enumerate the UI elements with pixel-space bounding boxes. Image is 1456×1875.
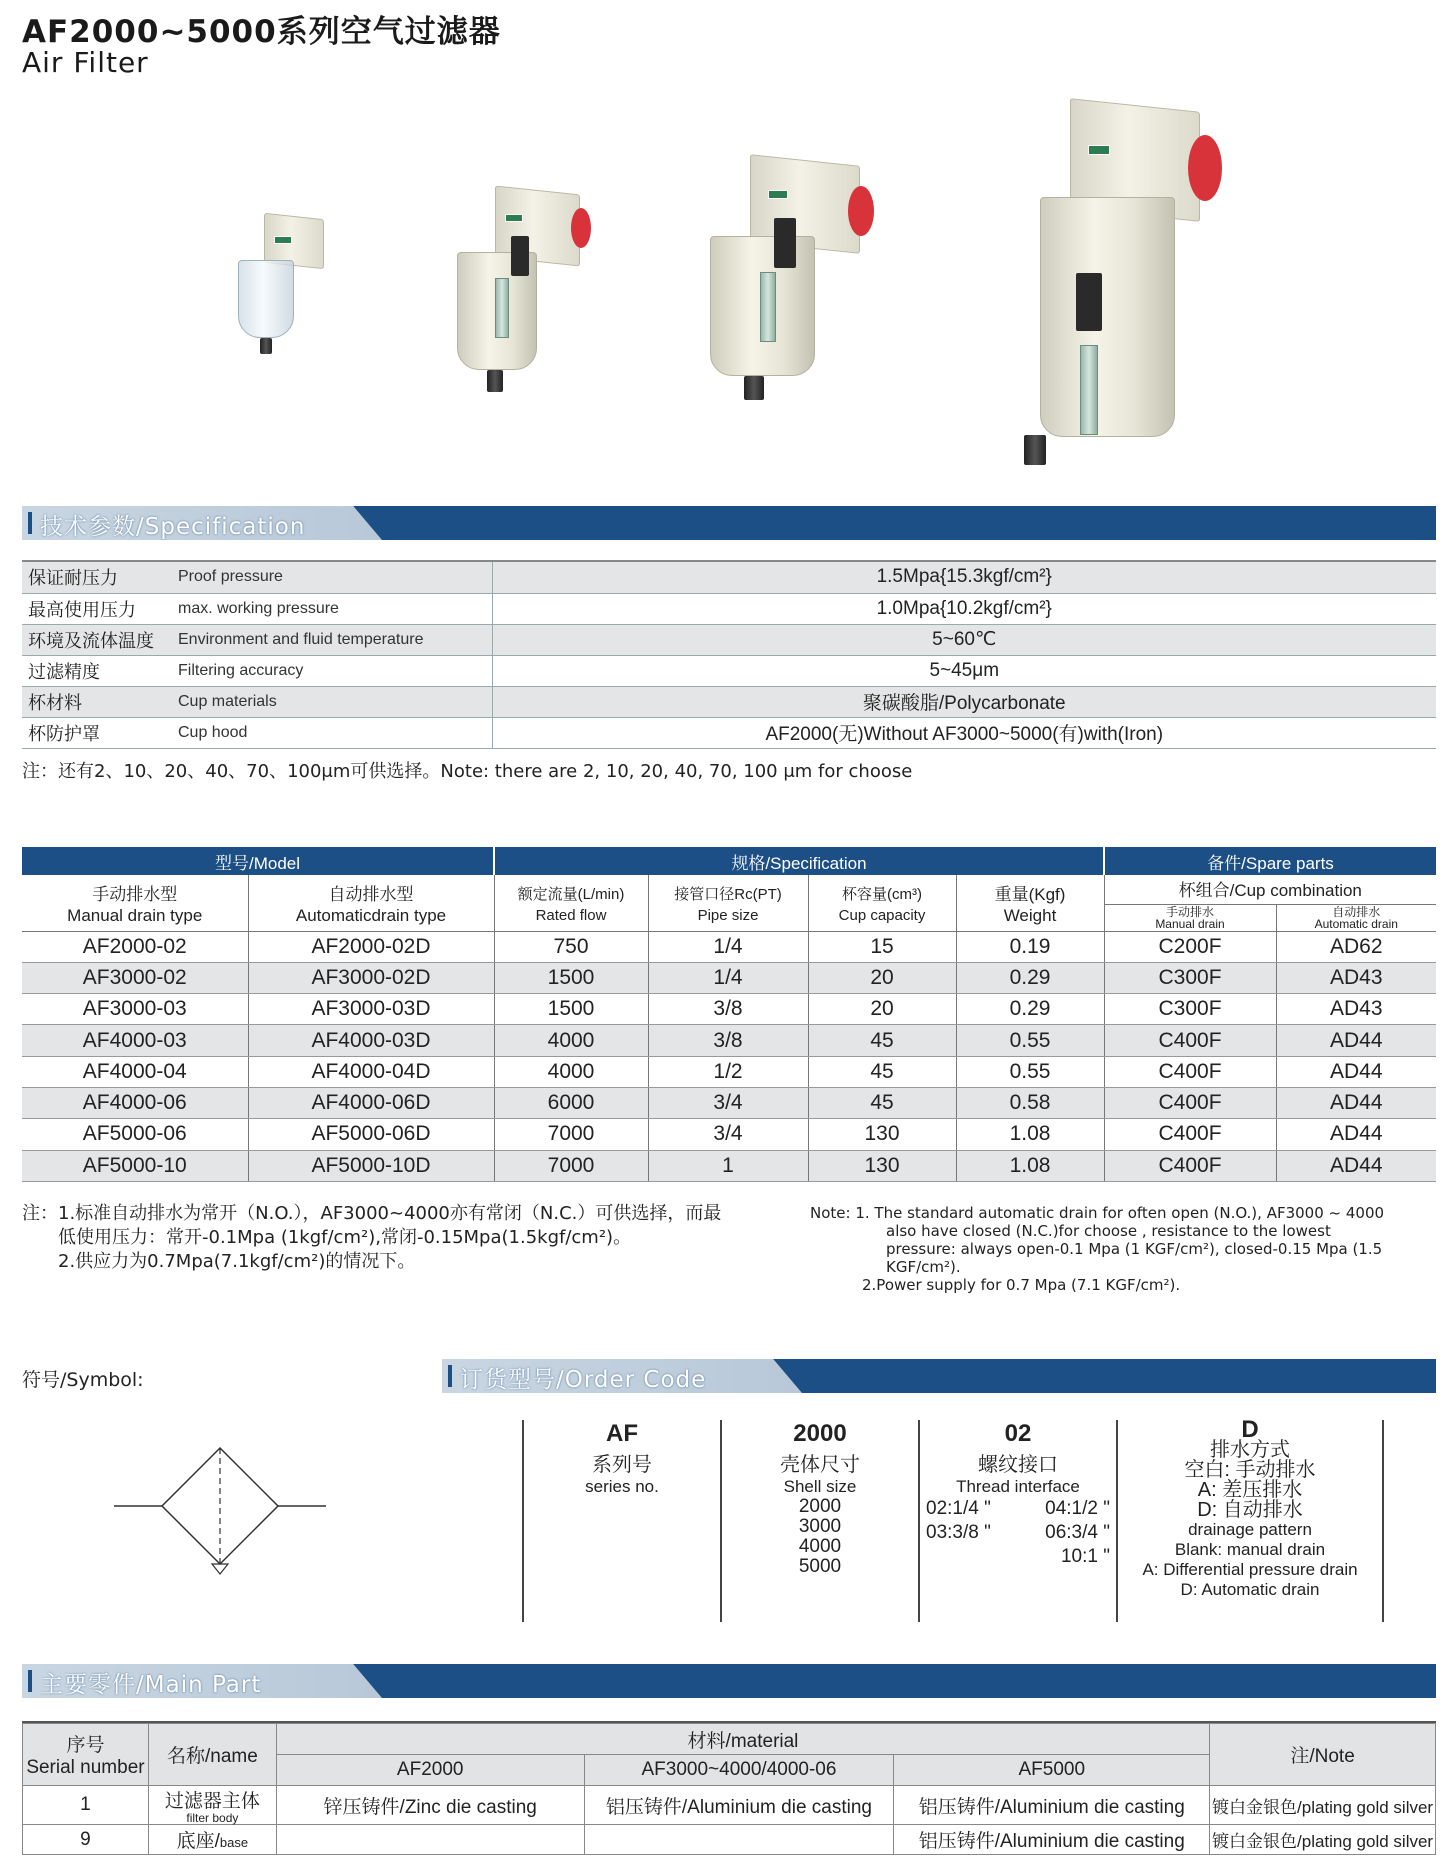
divider [522, 1420, 524, 1622]
group-header-spec: 规格/Specification [494, 847, 1104, 875]
table-cell: AF2000-02D [248, 931, 494, 962]
spec-label-en: Cup materials [172, 686, 492, 717]
col-label-zh: 接管口径Rc(PT) [674, 885, 782, 903]
table-cell: 0.58 [956, 1087, 1104, 1118]
order-code-size [730, 1420, 910, 1577]
cell-material: 铝压铸件/Aluminium die casting [894, 1786, 1210, 1825]
table-cell: AD43 [1276, 962, 1436, 993]
table-cell: 0.55 [956, 1025, 1104, 1056]
table-cell: AF3000-03 [22, 994, 248, 1025]
spec-value: 5~60℃ [492, 624, 1436, 655]
table-cell: 1 [648, 1150, 808, 1181]
table-cell: 130 [808, 1119, 956, 1150]
col-af2000: AF2000 [276, 1755, 584, 1786]
spec-value: 1.5Mpa{15.3kgf/cm²} [492, 562, 1436, 593]
col-name: 名称/name [148, 1724, 276, 1786]
table-row [22, 994, 1436, 1025]
spec-section-title: 技术参数/Specification [40, 514, 306, 540]
filter-symbol-icon [110, 1440, 340, 1580]
code-label-zh: 排水方式 [1210, 1439, 1290, 1461]
spec-label-en: Cup hood [172, 717, 492, 748]
main-part-table [22, 1723, 1436, 1855]
order-code-title: 订货型号/Order Code [460, 1367, 707, 1393]
code-option: D: 自动排水 [1197, 1499, 1303, 1521]
table-cell: C400F [1104, 1025, 1276, 1056]
table-cell: 750 [494, 931, 648, 962]
spec-label-en: max. working pressure [172, 593, 492, 624]
divider [22, 1721, 1436, 1723]
spec-value: 1.0Mpa{10.2kgf/cm²} [492, 593, 1436, 624]
col-label-zh: 自动排水型 [328, 884, 414, 904]
model-table [22, 847, 1436, 1182]
col-cup [808, 875, 956, 931]
code-option: 02:1/4 " [926, 1498, 991, 1519]
main-part-title: 主要零件/Main Part [40, 1672, 262, 1698]
col-label-zh: 杯容量(cm³) [842, 885, 922, 903]
divider [1116, 1420, 1118, 1622]
code-option: 空白: 手动排水 [1184, 1459, 1316, 1481]
product-af3000-image [455, 190, 595, 400]
table-cell: AF3000-02 [22, 962, 248, 993]
table-row [22, 1150, 1436, 1181]
cell-material [276, 1825, 584, 1855]
table-cell: 45 [808, 1087, 956, 1118]
product-af2000-image [230, 216, 330, 366]
table-cell: 20 [808, 994, 956, 1025]
table-cell: AF3000-03D [248, 994, 494, 1025]
col-label-en: Weight [1003, 905, 1057, 925]
col-label-zh: 序号 [66, 1735, 105, 1756]
table-cell: AD44 [1276, 1025, 1436, 1056]
table-cell: 1/2 [648, 1056, 808, 1087]
col-label-zh: 自动排水 [1332, 904, 1381, 919]
part-name-zh: 底座/ [176, 1831, 220, 1852]
table-cell: 3/8 [648, 994, 808, 1025]
spec-label-zh: 过滤精度 [22, 655, 172, 686]
table-cell: C400F [1104, 1119, 1276, 1150]
table-cell: C200F [1104, 931, 1276, 962]
table-cell: 0.55 [956, 1056, 1104, 1087]
code-option: Blank: manual drain [1174, 1540, 1326, 1559]
col-label-zh: 额定流量(L/min) [517, 885, 625, 903]
table-row [23, 1825, 1436, 1855]
spec-label-zh: 杯防护罩 [22, 717, 172, 748]
table-cell: AD44 [1276, 1119, 1436, 1150]
table-row [23, 1786, 1436, 1825]
cell-name [148, 1786, 276, 1825]
order-code-banner [442, 1359, 1436, 1393]
table-cell: C300F [1104, 994, 1276, 1025]
table-cell: 130 [808, 1150, 956, 1181]
col-cc-auto [1276, 905, 1436, 931]
code-label-en: Shell size [783, 1477, 857, 1496]
spec-value: AF2000(无)Without AF3000~5000(有)with(Iron) [492, 717, 1436, 748]
col-label-zh: 手动排水型 [92, 884, 178, 904]
table-cell: AF4000-06 [22, 1087, 248, 1118]
note-line: pressure: always open-0.1 Mpa (1 KGF/cm²), closed-0.15 Mpa (1.5 [886, 1240, 1383, 1258]
table-row [22, 717, 1436, 748]
col-label-en: Pipe size [697, 906, 759, 924]
table-cell: 45 [808, 1056, 956, 1087]
table-cell: AD44 [1276, 1056, 1436, 1087]
code-label-en: drainage pattern [1188, 1520, 1312, 1539]
col-label-en: Rated flow [535, 906, 607, 924]
table-cell: 6000 [494, 1087, 648, 1118]
table-cell: AF4000-04D [248, 1056, 494, 1087]
note-line: also have closed (N.C.)for choose , resistance to the lowest [886, 1222, 1331, 1240]
code-label-en: Thread interface [956, 1477, 1080, 1496]
symbol-label: 符号/Symbol: [22, 1369, 144, 1391]
col-note: 注/Note [1210, 1724, 1436, 1786]
note-line: 2.Power supply for 0.7 Mpa (7.1 KGF/cm²). [862, 1276, 1181, 1294]
col-serial [23, 1724, 149, 1786]
product-af4000-image [700, 160, 880, 400]
divider [720, 1420, 722, 1622]
table-cell: 1500 [494, 994, 648, 1025]
spec-table [22, 562, 1436, 749]
table-cell: AD44 [1276, 1150, 1436, 1181]
code-option: 04:1/2 " [1045, 1498, 1110, 1519]
cell-material: 铝压铸件/Aluminium die casting [894, 1825, 1210, 1855]
spec-label-en: Proof pressure [172, 562, 492, 593]
table-cell: AF4000-04 [22, 1056, 248, 1087]
cell-name [148, 1825, 276, 1855]
part-name-zh: 过滤器主体 [164, 1791, 260, 1812]
model-notes-en [810, 1204, 1436, 1294]
table-cell: 4000 [494, 1056, 648, 1087]
group-header-spare: 备件/Spare parts [1104, 847, 1436, 875]
table-cell: AD43 [1276, 994, 1436, 1025]
part-name-en: filter body [186, 1811, 239, 1825]
code-label-en: series no. [585, 1477, 659, 1496]
col-af5000: AF5000 [894, 1755, 1210, 1786]
code-option: D: Automatic drain [1180, 1580, 1320, 1599]
code-letter: 02 [1004, 1420, 1032, 1447]
group-header-model: 型号/Model [22, 847, 494, 875]
table-cell: C400F [1104, 1056, 1276, 1087]
table-row [22, 593, 1436, 624]
code-option: A: Differential pressure drain [1142, 1560, 1358, 1579]
part-name-en: base [219, 1835, 249, 1850]
main-part-banner [22, 1664, 1436, 1698]
table-cell: 3/4 [648, 1119, 808, 1150]
spec-label-en: Filtering accuracy [172, 655, 492, 686]
code-option: 5000 [798, 1556, 842, 1577]
code-option: 06:3/4 " [1045, 1522, 1110, 1543]
code-label-zh: 壳体尺寸 [780, 1454, 860, 1476]
col-label-en: Serial number [26, 1757, 145, 1778]
note-line: 2.供应力为0.7Mpa(7.1kgf/cm²)的情况下。 [58, 1251, 416, 1272]
table-cell: AF4000-03 [22, 1025, 248, 1056]
table-cell: AF5000-06D [248, 1119, 494, 1150]
table-row [22, 562, 1436, 593]
table-cell: AF5000-06 [22, 1119, 248, 1150]
table-cell: 1/4 [648, 962, 808, 993]
col-label-zh: 重量(Kgf) [994, 884, 1066, 904]
table-cell: AD44 [1276, 1087, 1436, 1118]
page-title: AF2000~5000系列空气过滤器 [22, 14, 501, 50]
table-cell: AF2000-02 [22, 931, 248, 962]
code-letter: 2000 [793, 1420, 847, 1447]
cell-note: 镀白金银色/plating gold silver [1210, 1786, 1436, 1825]
col-label-en: Manual drain [1155, 916, 1225, 931]
table-row [22, 655, 1436, 686]
code-letter: D [1241, 1416, 1259, 1443]
table-cell: AF4000-06D [248, 1087, 494, 1118]
table-cell: 20 [808, 962, 956, 993]
table-cell: 1.08 [956, 1119, 1104, 1150]
cell-note: 镀白金银色/plating gold silver [1210, 1825, 1436, 1855]
col-label-en: Automatic drain [1314, 916, 1398, 931]
spec-label-zh: 保证耐压力 [22, 562, 172, 593]
table-cell: AF3000-02D [248, 962, 494, 993]
table-cell: 7000 [494, 1119, 648, 1150]
spec-value: 聚碳酸脂/Polycarbonate [492, 686, 1436, 717]
col-pipe [648, 875, 808, 931]
page-subtitle: Air Filter [22, 46, 149, 79]
table-cell: 4000 [494, 1025, 648, 1056]
table-cell: 1.08 [956, 1150, 1104, 1181]
table-cell: 7000 [494, 1150, 648, 1181]
table-cell: AF5000-10D [248, 1150, 494, 1181]
table-cell: 1/4 [648, 931, 808, 962]
table-cell: 3/4 [648, 1087, 808, 1118]
col-label-en: Automaticdrain type [295, 905, 447, 925]
code-option: 2000 [798, 1496, 842, 1517]
code-label-zh: 系列号 [592, 1454, 652, 1476]
spec-value: 5~45μm [492, 655, 1436, 686]
code-option: 4000 [798, 1536, 842, 1557]
col-material: 材料/material [276, 1724, 1209, 1755]
spec-label-zh: 杯材料 [22, 686, 172, 717]
table-cell: C400F [1104, 1150, 1276, 1181]
order-code-drain [1124, 1416, 1376, 1600]
table-cell: 15 [808, 931, 956, 962]
col-label-en: Manual drain type [67, 905, 203, 925]
spec-note: 注：还有2、10、20、40、70、100μm可供选择。Note: there are 2, 10, 20, 40, 70, 100 μm for choose [22, 761, 913, 782]
code-option: 03:3/8 " [926, 1522, 991, 1543]
col-cup-combination: 杯组合/Cup combination [1104, 875, 1436, 905]
table-cell: AF4000-03D [248, 1025, 494, 1056]
table-cell: C400F [1104, 1087, 1276, 1118]
divider [1382, 1420, 1384, 1622]
product-af5000-image [1000, 105, 1230, 465]
col-cc-manual [1104, 905, 1276, 931]
col-af3000: AF3000~4000/4000-06 [584, 1755, 894, 1786]
cell-material: 铝压铸件/Aluminium die casting [584, 1786, 894, 1825]
cell-serial: 1 [23, 1786, 149, 1825]
table-cell: 45 [808, 1025, 956, 1056]
note-line: Note: 1. The standard automatic drain for often open (N.O.), AF3000 ~ 4000 [810, 1204, 1385, 1222]
table-cell: 0.29 [956, 994, 1104, 1025]
spec-label-zh: 最高使用压力 [22, 593, 172, 624]
col-label-zh: 手动排水 [1165, 904, 1214, 919]
code-option: 10:1 " [1060, 1546, 1110, 1567]
cell-material: 锌压铸件/Zinc die casting [276, 1786, 584, 1825]
col-flow [494, 875, 648, 931]
spec-label-zh: 环境及流体温度 [22, 624, 172, 655]
note-line: 注：1.标准自动排水为常开（N.O.），AF3000~4000亦有常闭（N.C.）可供选择，而最 [22, 1203, 722, 1224]
table-cell: 1500 [494, 962, 648, 993]
spec-section-banner [22, 506, 1436, 540]
col-weight [956, 875, 1104, 931]
table-row [22, 1025, 1436, 1056]
table-row [22, 1119, 1436, 1150]
col-manual [22, 875, 248, 931]
table-row [22, 1087, 1436, 1118]
table-cell: AF5000-10 [22, 1150, 248, 1181]
order-code-thread [926, 1420, 1110, 1569]
table-row [22, 931, 1436, 962]
table-row [22, 1056, 1436, 1087]
note-line: KGF/cm²). [886, 1258, 961, 1276]
note-line: 低使用压力：常开-0.1Mpa (1kgf/cm²),常闭-0.15Mpa(1.5kgf/cm²)。 [58, 1227, 632, 1248]
cell-serial: 9 [23, 1825, 149, 1855]
table-row [22, 686, 1436, 717]
table-cell: 0.19 [956, 931, 1104, 962]
code-letter: AF [606, 1420, 638, 1447]
col-auto [248, 875, 494, 931]
col-label-en: Cup capacity [838, 906, 926, 924]
code-option: A: 差压排水 [1197, 1479, 1303, 1501]
table-cell: C300F [1104, 962, 1276, 993]
spec-label-en: Environment and fluid temperature [172, 624, 492, 655]
code-option: 3000 [798, 1516, 842, 1537]
table-row [22, 962, 1436, 993]
table-cell: AD62 [1276, 931, 1436, 962]
code-label-zh: 螺纹接口 [978, 1454, 1058, 1476]
table-row [22, 624, 1436, 655]
model-notes-zh [22, 1202, 782, 1274]
table-cell: 0.29 [956, 962, 1104, 993]
table-cell: 3/8 [648, 1025, 808, 1056]
order-code-series [532, 1420, 712, 1497]
cell-material [584, 1825, 894, 1855]
divider [918, 1420, 920, 1622]
